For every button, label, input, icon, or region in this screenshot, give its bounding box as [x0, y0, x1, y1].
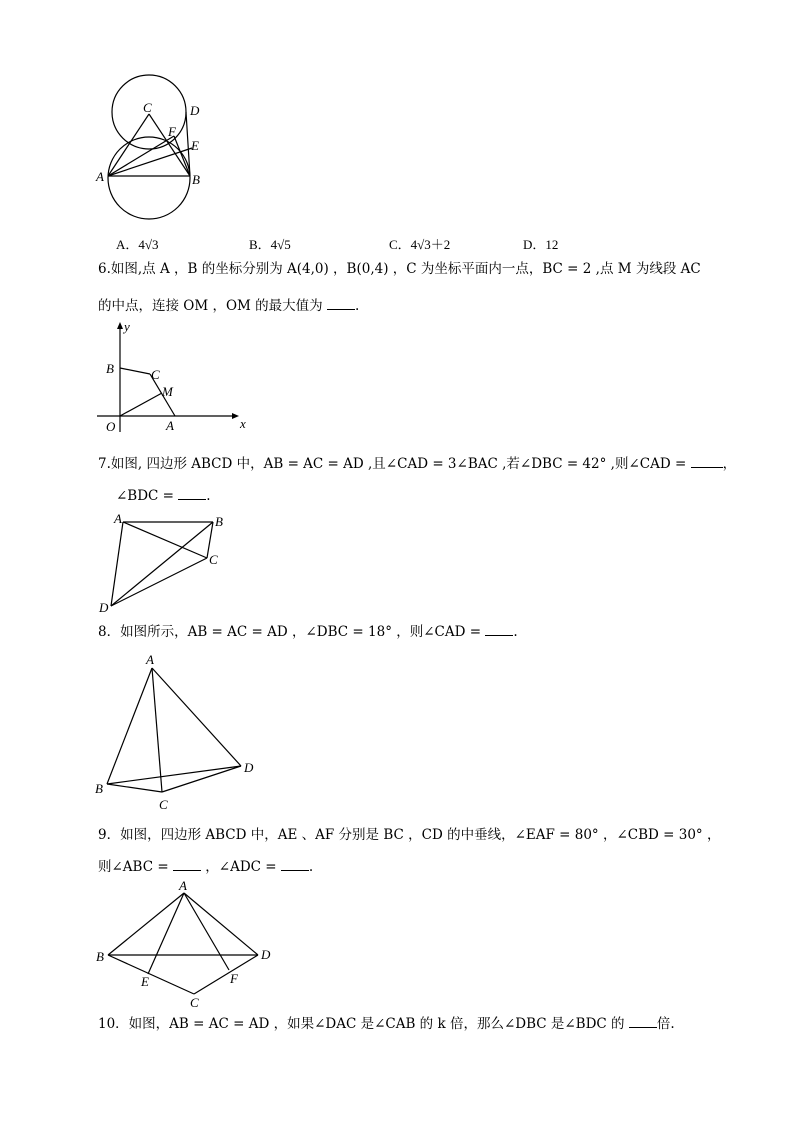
q6-text-line1: 6.如图,点 A ，B 的坐标分别为 A(4,0) ，B(0,4) ，C 为坐标平面内一点，BC = 2 ,点 M 为线段 AC: [98, 261, 701, 277]
q6-line2-text: 的中点，连接 OM ，OM 的最大值为: [98, 298, 323, 314]
q8-line1-end: .: [513, 624, 518, 640]
q9-line2-end: .: [308, 859, 314, 875]
q6-label-o: O: [106, 419, 116, 434]
q5-label-d: D: [190, 103, 200, 118]
q8-label-b: B: [95, 781, 103, 796]
q10-line1-text: 10．如图，AB = AC = AD ，如果∠DAC 是∠CAB 的 k 倍，那么∠DBC 是∠BDC 的: [98, 1016, 625, 1032]
q5-label-e: E: [191, 138, 199, 153]
q7-label-a: A: [114, 511, 122, 526]
q7-text-line1: [98, 455, 736, 473]
q8-label-d: D: [244, 760, 254, 775]
q6-line2-end: .: [354, 298, 360, 314]
q8-label-c: C: [159, 797, 168, 812]
q6-label-x: x: [240, 416, 246, 431]
q6-label-c: C: [151, 367, 160, 382]
q5-option-c: C．4√3＋2: [389, 237, 451, 252]
q9-label-d: D: [261, 947, 271, 962]
q9-text-line1: 9．如图，四边形 ABCD 中，AE 、AF 分别是 BC ，CD 的中垂线，∠EAF = 80° ，∠CBD = 30° ，: [98, 827, 721, 843]
q9-line2-text-b: ，∠ADC =: [205, 859, 277, 875]
q10-line1-end: 倍.: [656, 1016, 675, 1032]
q8-figure: [90, 648, 265, 818]
q7-label-c: C: [209, 552, 218, 567]
q6-label-a: A: [166, 418, 174, 433]
q8-text-line1: [98, 623, 518, 641]
q9-label-c: C: [190, 995, 199, 1010]
q6-answer-blank: [327, 297, 355, 310]
q9-text-line2: [98, 858, 313, 876]
q7-text-line2: [116, 487, 211, 505]
q7-line2-end: .: [206, 488, 211, 504]
q7-line1-text: 7.如图, 四边形 ABCD 中，AB = AC = AD ,且∠CAD = 3∠BAC ,若∠DBC = 42° ,则∠CAD =: [98, 456, 687, 472]
q5-label-b: B: [192, 172, 200, 187]
q5-option-b: B．4√5: [249, 237, 291, 252]
q9-line2-text-a: 则∠ABC =: [98, 859, 169, 875]
q5-label-f: F: [168, 124, 176, 139]
q5-label-c: C: [143, 100, 152, 115]
q5-figure: [90, 70, 220, 230]
q8-answer-blank: [485, 623, 513, 636]
q8-label-a: A: [146, 652, 154, 667]
q7-label-b: B: [215, 514, 223, 529]
q7-answer-blank-1: [691, 455, 723, 468]
q7-line1-end: ，: [722, 456, 737, 472]
q5-option-a: A．4√3: [116, 237, 159, 252]
q6-label-b: B: [106, 361, 114, 376]
q10-answer-blank: [629, 1015, 657, 1028]
q8-line1-text: 8．如图所示，AB = AC = AD ，∠DBC = 18° ，则∠CAD =: [98, 624, 482, 640]
q7-answer-blank-2: [178, 487, 206, 500]
q7-label-d: D: [99, 600, 109, 615]
q6-label-m: M: [162, 384, 173, 399]
q5-option-d: D．12: [523, 237, 559, 252]
q7-figure: [95, 508, 245, 618]
q9-label-b: B: [96, 949, 104, 964]
q9-answer-blank-1: [173, 858, 201, 871]
q5-label-a: A: [96, 169, 104, 184]
q9-label-f: F: [230, 971, 238, 986]
q10-text-line1: [98, 1015, 675, 1033]
q9-label-a: A: [179, 878, 187, 893]
q7-line2-text: ∠BDC =: [116, 488, 174, 504]
q6-text-line2: [98, 297, 359, 315]
q9-answer-blank-2: [281, 858, 309, 871]
q6-figure: [95, 320, 260, 438]
q9-label-e: E: [141, 974, 149, 989]
q6-label-y: y: [124, 319, 130, 334]
q9-figure: [92, 876, 282, 1012]
